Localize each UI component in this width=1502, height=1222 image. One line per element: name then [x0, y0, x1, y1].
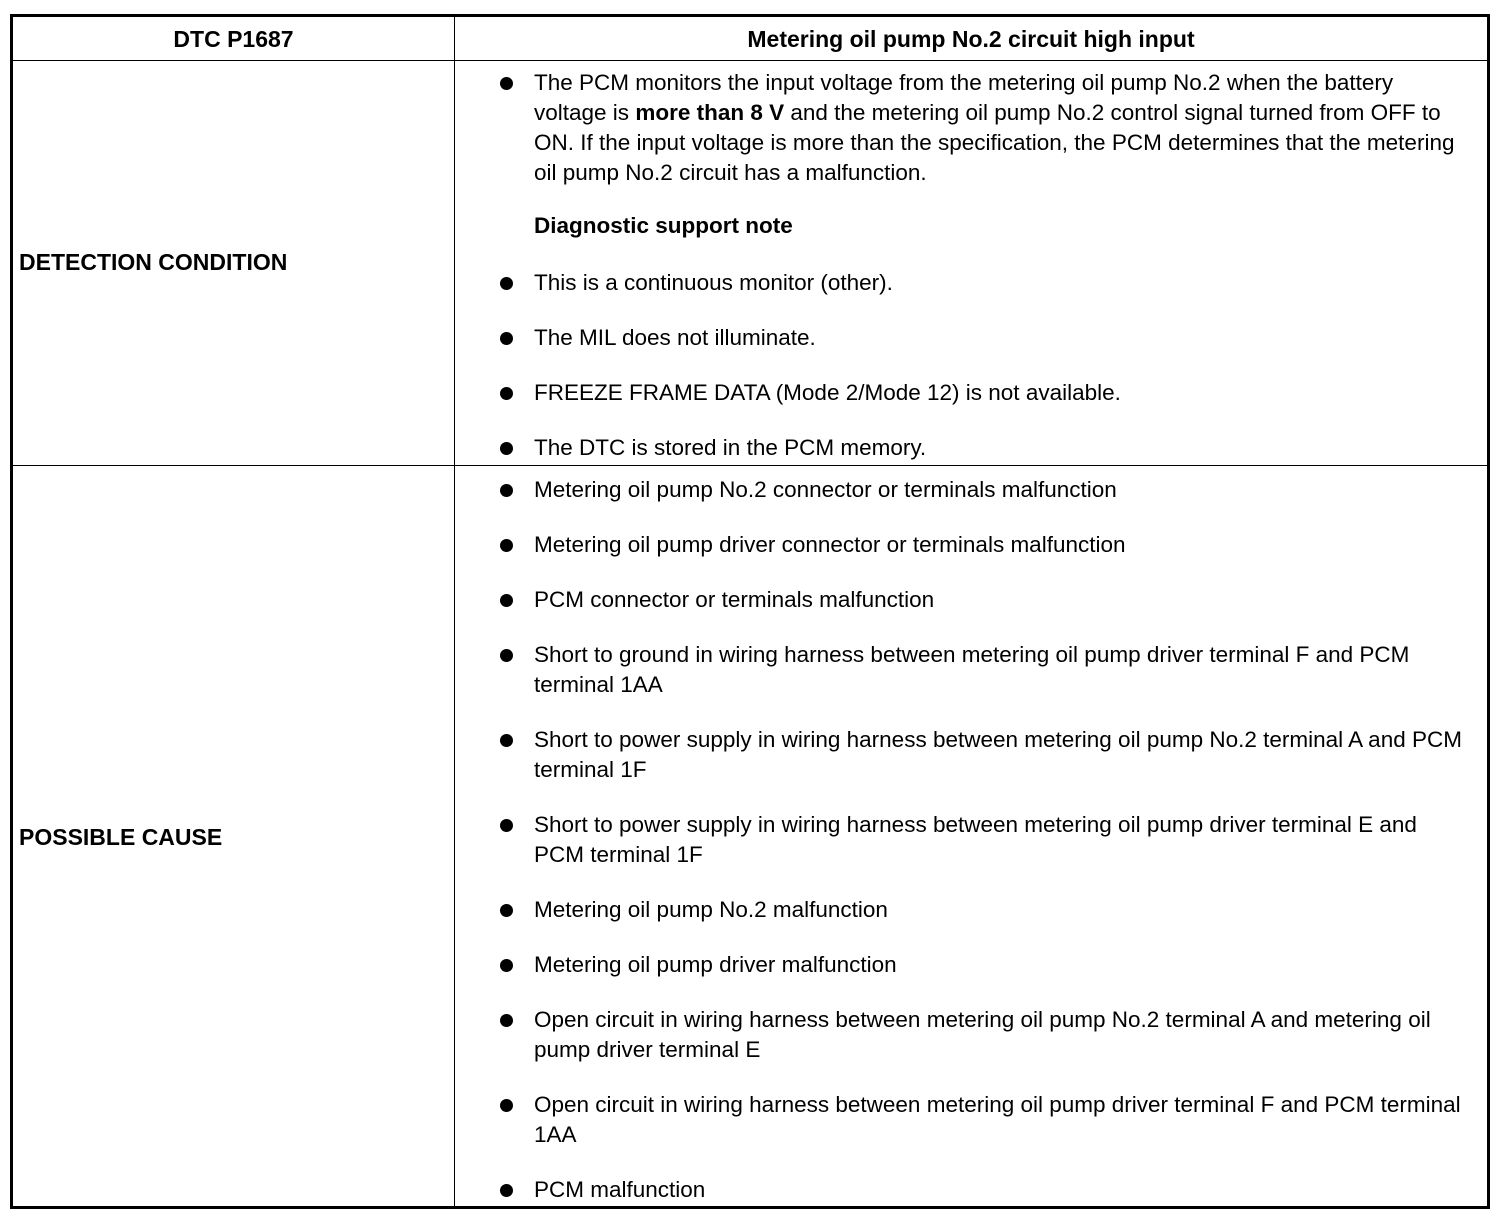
bullet-icon	[500, 734, 513, 747]
bullet-icon	[500, 77, 513, 90]
note-item	[534, 378, 1469, 408]
note-item-text: FREEZE FRAME DATA (Mode 2/Mode 12) is not available.	[534, 380, 1121, 405]
note-item-text: The DTC is stored in the PCM memory.	[534, 435, 927, 460]
note-item	[534, 323, 1469, 353]
bullet-icon	[500, 484, 513, 497]
bullet-icon	[500, 442, 513, 455]
bullet-icon	[500, 959, 513, 972]
detection-description	[534, 68, 1469, 188]
cause-item	[534, 1175, 1469, 1205]
cause-item-text: Open circuit in wiring harness between metering oil pump No.2 terminal A and metering oil pump driver terminal E	[534, 1007, 1431, 1062]
bullet-icon	[500, 387, 513, 400]
diagnostic-support-note-heading: Diagnostic support note	[534, 213, 793, 238]
column-divider	[454, 17, 455, 1206]
cause-item-text: Short to ground in wiring harness between metering oil pump driver terminal F and PCM terminal 1AA	[534, 642, 1410, 697]
bullet-icon	[500, 539, 513, 552]
cause-item	[534, 475, 1469, 505]
cause-item-text: Short to power supply in wiring harness between metering oil pump No.2 terminal A and PCM terminal 1F	[534, 727, 1462, 782]
cause-item-text: PCM connector or terminals malfunction	[534, 587, 935, 612]
cause-item-text: Metering oil pump driver connector or terminals malfunction	[534, 532, 1126, 557]
possible-cause-label: POSSIBLE CAUSE	[19, 824, 223, 850]
dtc-title: Metering oil pump No.2 circuit high input	[747, 25, 1195, 52]
bullet-icon	[500, 332, 513, 345]
bullet-icon	[500, 1184, 513, 1197]
bullet-icon	[500, 904, 513, 917]
note-item-text: This is a continuous monitor (other).	[534, 270, 893, 295]
note-item	[534, 433, 1469, 463]
note-item-text: The MIL does not illuminate.	[534, 325, 816, 350]
cause-item-text: Metering oil pump No.2 malfunction	[534, 897, 888, 922]
bullet-icon	[500, 277, 513, 290]
bullet-icon	[500, 1099, 513, 1112]
detection-condition-label: DETECTION CONDITION	[19, 249, 288, 275]
note-item	[534, 268, 1469, 298]
cause-item	[534, 895, 1469, 925]
dtc-code: DTC P1687	[173, 25, 294, 52]
cause-item	[534, 640, 1469, 700]
cause-item-text: Metering oil pump No.2 connector or terminals malfunction	[534, 477, 1117, 502]
cause-item	[534, 1090, 1469, 1150]
cause-item	[534, 950, 1469, 980]
bullet-icon	[500, 1014, 513, 1027]
row-divider	[13, 465, 1487, 466]
cause-item-text: Short to power supply in wiring harness between metering oil pump driver terminal E and PCM terminal 1F	[534, 812, 1417, 867]
cause-item-text: Metering oil pump driver malfunction	[534, 952, 897, 977]
cause-item	[534, 585, 1469, 615]
cause-item-text: Open circuit in wiring harness between metering oil pump driver terminal F and PCM terminal 1AA	[534, 1092, 1461, 1147]
bullet-icon	[500, 649, 513, 662]
bullet-icon	[500, 594, 513, 607]
description-text-1: The PCM monitors the input voltage from the metering oil pump No.2 when the battery voltage is	[534, 70, 1394, 125]
cause-item	[534, 725, 1469, 785]
bullet-icon	[500, 819, 513, 832]
cause-item-text: PCM malfunction	[534, 1177, 706, 1202]
dtc-table	[10, 14, 1490, 1209]
description-bold: more than 8 V	[635, 100, 785, 125]
description-text-2: and the metering oil pump No.2 control signal turned from OFF to ON. If the input voltage is more than the specification, the PCM determines that the metering oil pump No.2 circuit has a malfunction.	[534, 100, 1455, 185]
cause-item	[534, 810, 1469, 870]
cause-item	[534, 530, 1469, 560]
cause-item	[534, 1005, 1469, 1065]
